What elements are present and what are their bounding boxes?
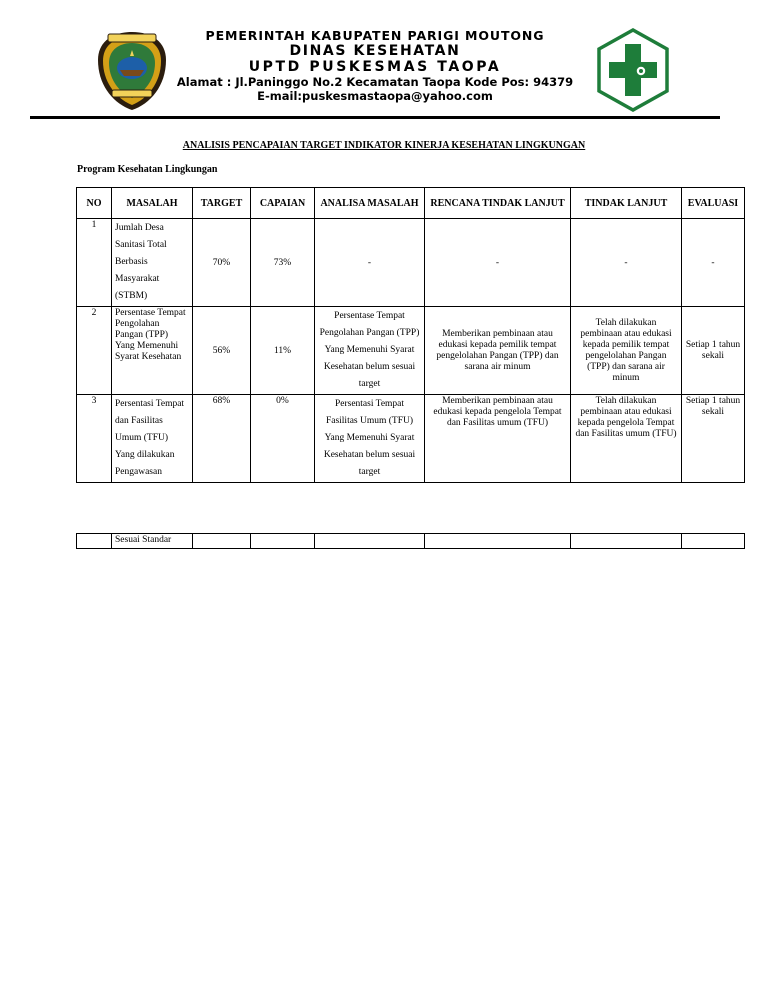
- footer-cell-tindak: [571, 534, 682, 549]
- analysis-table: [76, 187, 745, 483]
- cell-masalah: Persentasi Tempat dan Fasilitas Umum (TFU) Yang dilakukan Pengawasan: [112, 395, 193, 483]
- cell-tindak: -: [571, 219, 682, 307]
- cell-tindak: Telah dilakukan pembinaan atau edukasi kepada pemilik tempat pengelolahan Pangan (TPP) dan sarana air minum: [571, 307, 682, 395]
- header-rencana: RENCANA TINDAK LANJUT: [425, 188, 571, 219]
- header-evaluasi: EVALUASI: [682, 188, 745, 219]
- cell-masalah: Persentase Tempat Pengolahan Pangan (TPP) Yang Memenuhi Syarat Kesehatan: [112, 307, 193, 395]
- footer-cell-masalah: Sesuai Standar: [112, 534, 193, 549]
- letterhead: [0, 0, 768, 125]
- program-name: Program Kesehatan Lingkungan: [77, 164, 218, 175]
- footer-row: [77, 534, 745, 549]
- cell-no: 1: [77, 219, 112, 307]
- cell-target: 70%: [193, 219, 251, 307]
- regency-emblem-icon: [94, 28, 170, 112]
- unit-name: UPTD PUSKESMAS TAOPA: [248, 59, 502, 75]
- letterhead-divider: [30, 116, 720, 119]
- table-row: [77, 307, 745, 395]
- document-title: ANALISIS PENCAPAIAN TARGET INDIKATOR KINERJA KESEHATAN LINGKUNGAN: [182, 140, 586, 151]
- cell-analisa: Persentase Tempat Pengolahan Pangan (TPP) Yang Memenuhi Syarat Kesehatan belum sesuai target: [315, 307, 425, 395]
- footer-table: [76, 533, 745, 549]
- header-masalah: MASALAH: [112, 188, 193, 219]
- header-capaian: CAPAIAN: [251, 188, 315, 219]
- table-header-row: [77, 188, 745, 219]
- agency-name: DINAS KESEHATAN: [289, 43, 461, 59]
- government-name: PEMERINTAH KABUPATEN PARIGI MOUTONG: [205, 28, 545, 43]
- footer-cell-no: [77, 534, 112, 549]
- cell-analisa: Persentasi Tempat Fasilitas Umum (TFU) Yang Memenuhi Syarat Kesehatan belum sesuai target: [315, 395, 425, 483]
- footer-cell-analisa: [315, 534, 425, 549]
- letterhead-text: [175, 28, 575, 103]
- cell-capaian: 73%: [251, 219, 315, 307]
- header-target: TARGET: [193, 188, 251, 219]
- cell-analisa: -: [315, 219, 425, 307]
- cell-no: 3: [77, 395, 112, 483]
- footer-cell-rencana: [425, 534, 571, 549]
- cell-tindak: Telah dilakukan pembinaan atau edukasi kepada pengelola Tempat dan Fasilitas umum (TFU): [571, 395, 682, 483]
- header-analisa: ANALISA MASALAH: [315, 188, 425, 219]
- cell-evaluasi: Setiap 1 tahun sekali: [682, 395, 745, 483]
- address: Alamat : Jl.Paninggo No.2 Kecamatan Taopa Kode Pos: 94379: [176, 75, 574, 89]
- cell-evaluasi: -: [682, 219, 745, 307]
- table-row: [77, 395, 745, 483]
- footer-cell-target: [193, 534, 251, 549]
- email: E-mail:puskesmastaopa@yahoo.com: [257, 89, 493, 103]
- header-no: NO: [77, 188, 112, 219]
- cell-rencana: -: [425, 219, 571, 307]
- cell-capaian: 0%: [251, 395, 315, 483]
- footer-cell-capaian: [251, 534, 315, 549]
- table-row: [77, 219, 745, 307]
- cell-evaluasi: Setiap 1 tahun sekali: [682, 307, 745, 395]
- cell-target: 56%: [193, 307, 251, 395]
- cell-capaian: 11%: [251, 307, 315, 395]
- puskesmas-logo-icon: [597, 28, 669, 112]
- cell-target: 68%: [193, 395, 251, 483]
- cell-rencana: Memberikan pembinaan atau edukasi kepada pemilik tempat pengelolahan Pangan (TPP) dan sarana air minum: [425, 307, 571, 395]
- cell-no: 2: [77, 307, 112, 395]
- footer-cell-evaluasi: [682, 534, 745, 549]
- cell-masalah: Jumlah Desa Sanitasi Total Berbasis Masyarakat (STBM): [112, 219, 193, 307]
- header-tindak: TINDAK LANJUT: [571, 188, 682, 219]
- cell-rencana: Memberikan pembinaan atau edukasi kepada pengelola Tempat dan Fasilitas umum (TFU): [425, 395, 571, 483]
